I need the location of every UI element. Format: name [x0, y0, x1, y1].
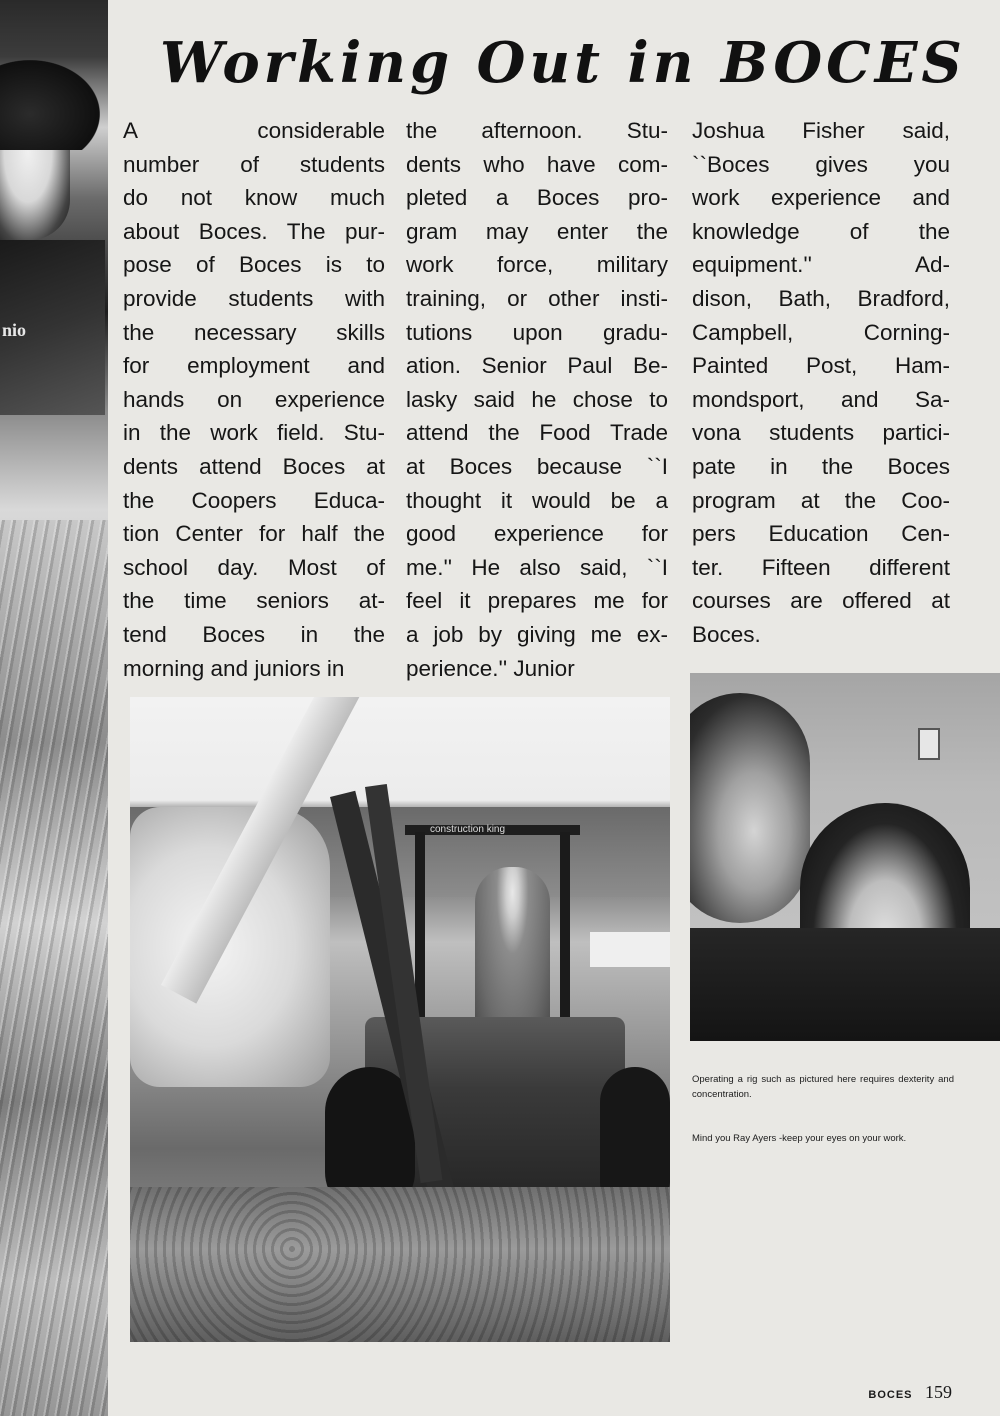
page-title: Working Out in BOCES: [160, 30, 966, 96]
shirt-print-text: nio: [2, 320, 27, 340]
folio-section: BOCES: [868, 1389, 913, 1401]
article-line: courses are offered at: [692, 588, 950, 614]
article-line: pleted a Boces pro-: [406, 185, 668, 211]
article-line: work force, military: [406, 252, 668, 278]
article-line: A considerable: [123, 118, 385, 143]
article-line: training, or other insti-: [406, 285, 668, 311]
article-line: provide students with: [123, 285, 385, 311]
muddy-ground: [130, 1187, 670, 1342]
article-line: thought it would be a: [406, 487, 668, 513]
article-line: good experience for: [406, 521, 668, 547]
page-number: 159: [925, 1382, 952, 1402]
article-line: program at the Coo-: [692, 487, 950, 513]
article-line: gram may enter the: [406, 218, 668, 244]
article-line: about Boces. The pur-: [123, 218, 385, 244]
text-column-2: [406, 114, 668, 685]
article-line: Joshua Fisher said,: [692, 118, 950, 143]
article-line: dents who have com-: [406, 151, 668, 177]
student-head-left: [690, 693, 810, 923]
article-line: ter. Fifteen different: [692, 554, 950, 580]
article-line: school day. Most of: [123, 554, 385, 580]
article-line: vona students partici-: [692, 420, 950, 446]
text-column-3: [692, 114, 950, 652]
left-bleed-photo: [0, 0, 108, 1416]
article-line: hands on experience: [123, 386, 385, 412]
article-line: pers Education Cen-: [692, 521, 950, 547]
article-line: equipment.'' Ad-: [692, 252, 950, 278]
article-line: mondsport, and Sa-: [692, 386, 950, 412]
article-line: pate in the Boces: [692, 453, 950, 479]
article-line: tend Boces in the: [123, 621, 385, 647]
article-line: perience.'' Junior: [406, 655, 575, 681]
article-line: attend the Food Trade: [406, 420, 668, 446]
student-driver: [475, 867, 550, 1037]
wall-outlet: [918, 728, 940, 760]
backhoe-photo: [130, 697, 670, 1342]
article-line: Campbell, Corning-: [692, 319, 950, 345]
caption-backhoe: Operating a rig such as pictured here requires dexterity and concentration.: [692, 1074, 954, 1100]
article-line: work experience and: [692, 185, 950, 211]
article-line: knowledge of the: [692, 218, 950, 244]
student-jacket: [690, 928, 1000, 1041]
article-line: the afternoon. Stu-: [406, 118, 668, 143]
article-line: lasky said he chose to: [406, 386, 668, 412]
page-folio: [868, 1382, 952, 1403]
article-line: ation. Senior Paul Be-: [406, 353, 668, 379]
article-line: Boces.: [692, 621, 761, 647]
article-line: at Boces because ``I: [406, 453, 668, 479]
article-line: for employment and: [123, 353, 385, 379]
backhoe-bucket: [130, 807, 330, 1087]
cab-sign: construction king: [430, 824, 506, 835]
article-line: the time seniors at-: [123, 588, 385, 614]
article-line: dents attend Boces at: [123, 453, 385, 479]
article-line: number of students: [123, 151, 385, 177]
article-line: feel it prepares me for: [406, 588, 668, 614]
text-column-1: [123, 114, 385, 685]
caption-ray-ayers: Mind you Ray Ayers -keep your eyes on your work.: [692, 1133, 907, 1144]
article-line: do not know much: [123, 185, 385, 211]
article-line: the necessary skills: [123, 319, 385, 345]
cab-post-right: [560, 832, 570, 1032]
article-line: tion Center for half the: [123, 521, 385, 547]
article-line: me.'' He also said, ``I: [406, 554, 668, 580]
student-closeup-photo: [690, 673, 1000, 1041]
article-line: a job by giving me ex-: [406, 621, 668, 647]
background-barn: [590, 932, 670, 967]
article-line: the Coopers Educa-: [123, 487, 385, 513]
article-line: in the work field. Stu-: [123, 420, 385, 446]
student-hair: [0, 60, 100, 150]
article-line: ``Boces gives you: [692, 151, 950, 177]
article-line: morning and juniors in: [123, 655, 345, 681]
article-line: Painted Post, Ham-: [692, 353, 950, 379]
grass-field-image: [0, 520, 108, 1416]
article-line: pose of Boces is to: [123, 252, 385, 278]
article-line: dison, Bath, Bradford,: [692, 285, 950, 311]
article-line: tutions upon gradu-: [406, 319, 668, 345]
